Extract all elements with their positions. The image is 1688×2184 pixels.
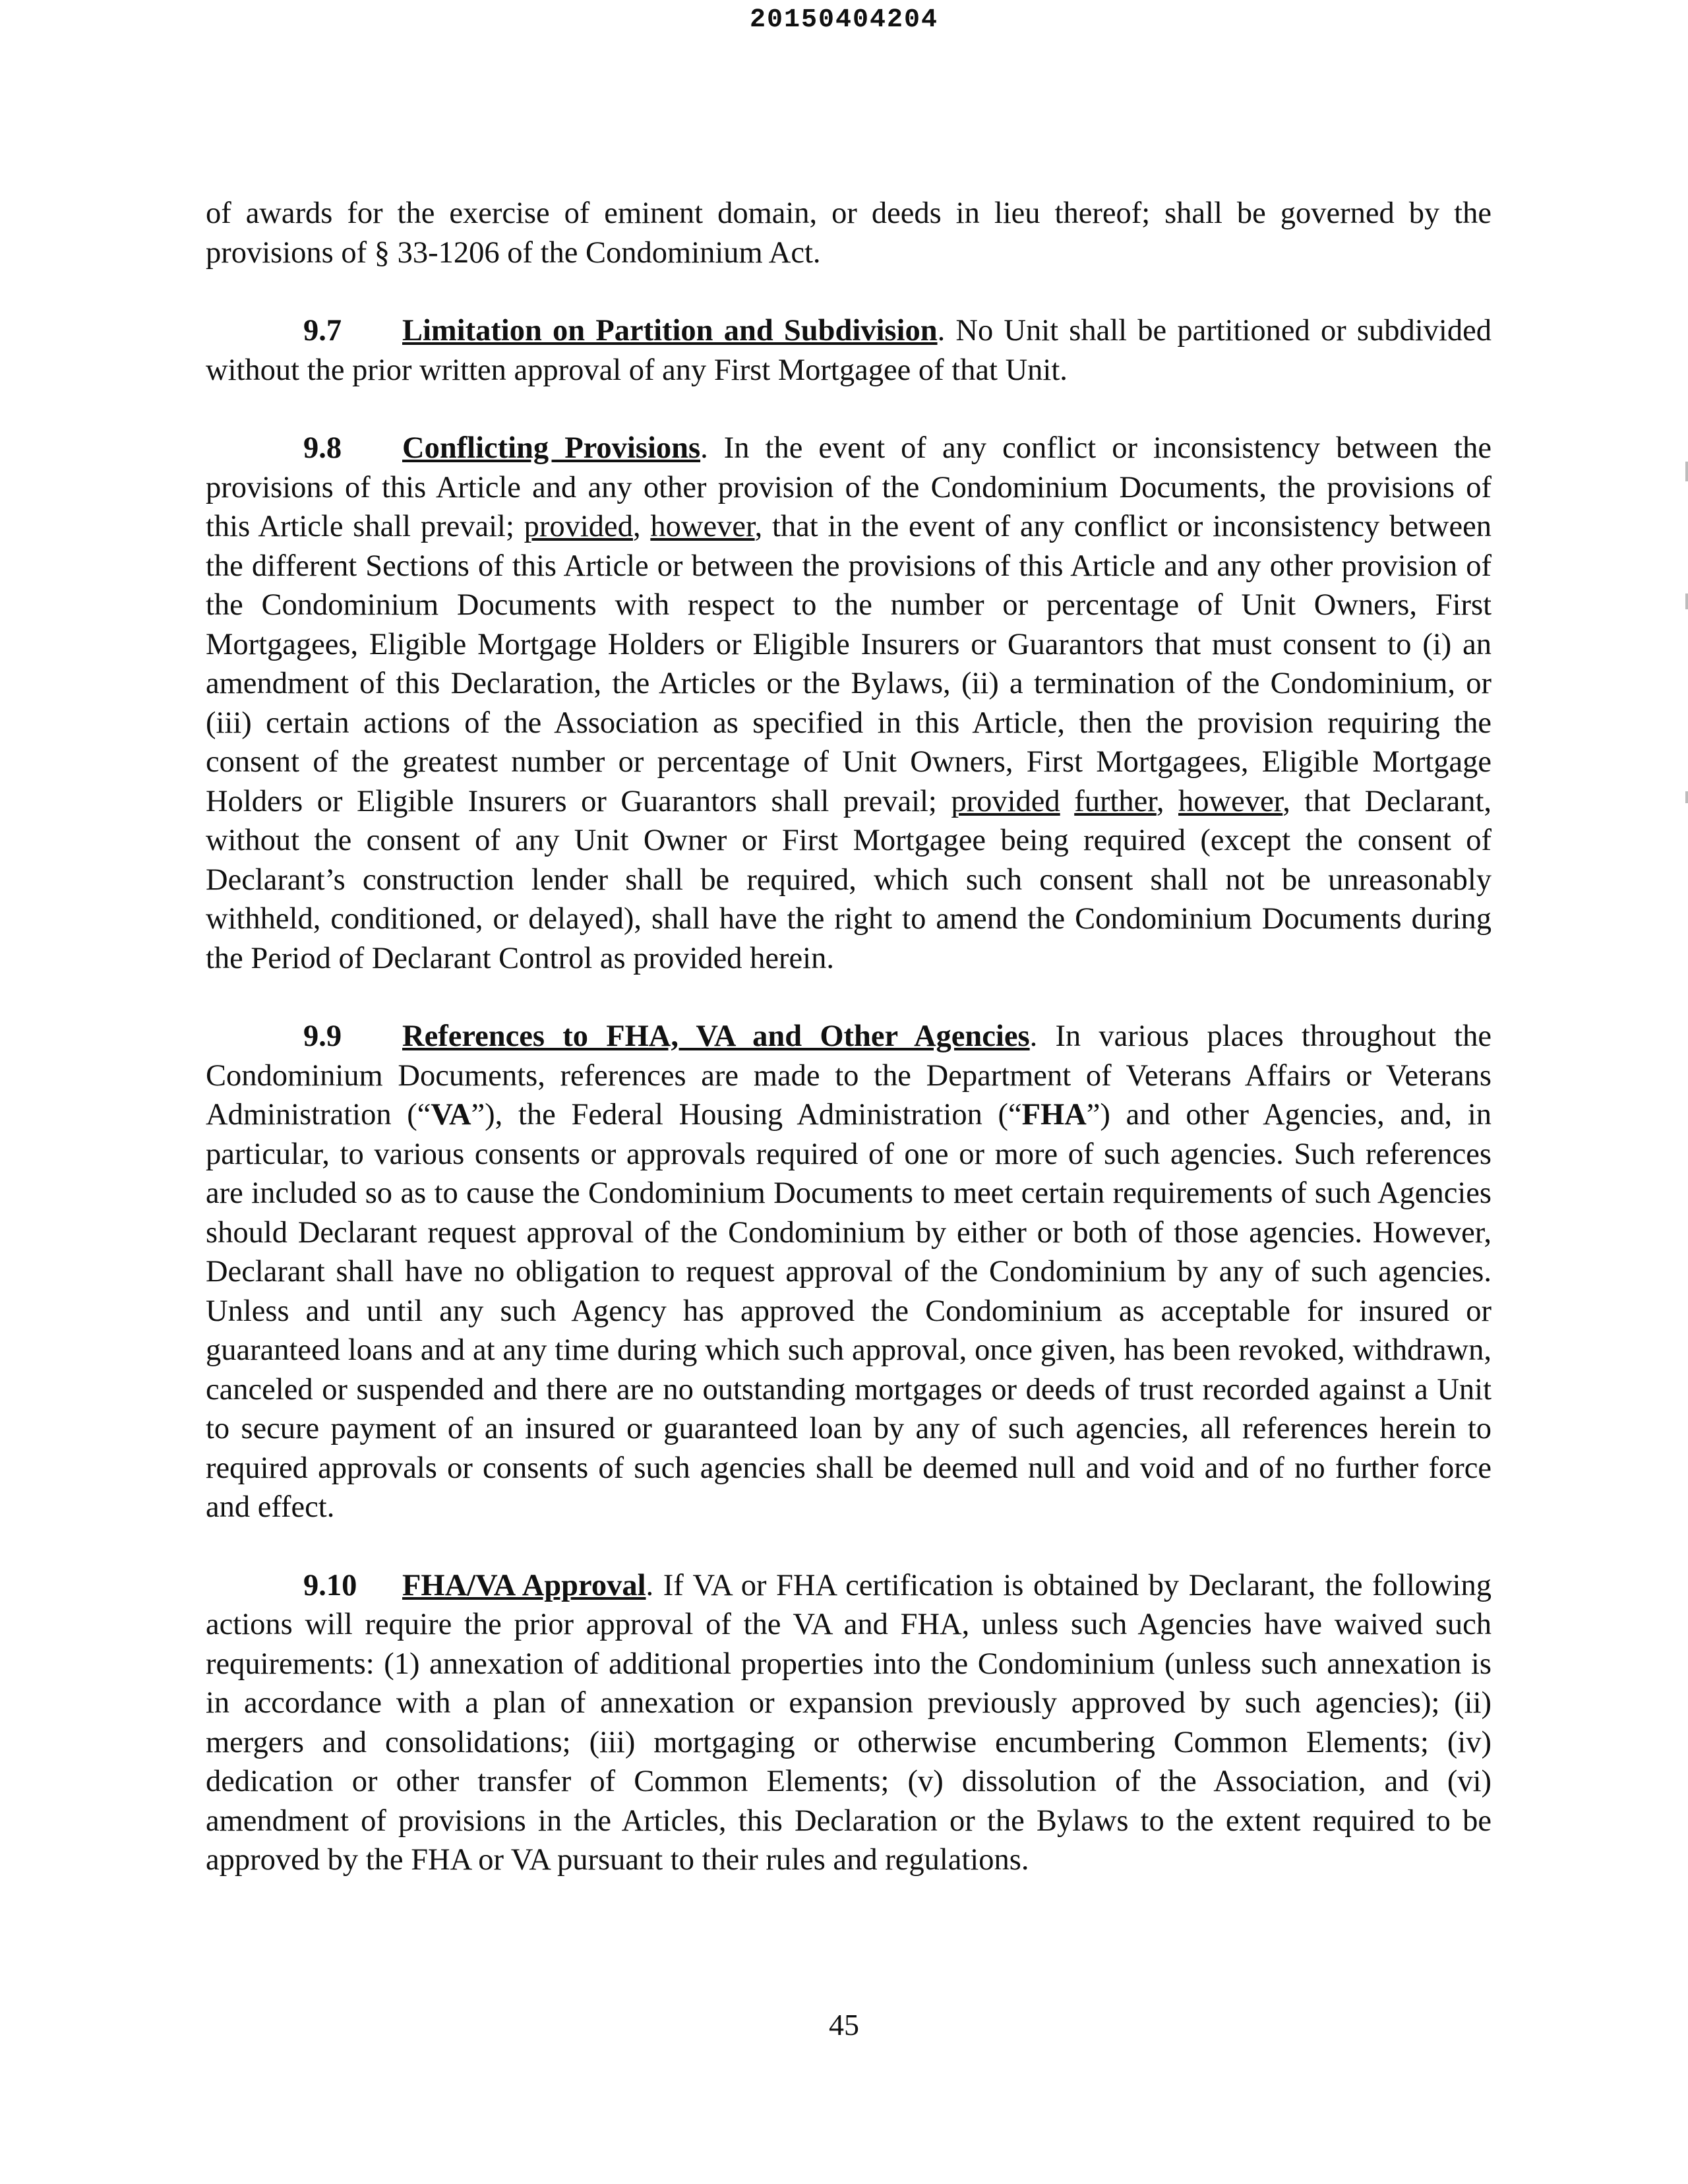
section-text: ”), the Federal Housing Administration (“ [471, 1098, 1022, 1132]
document-number: 20150404204 [749, 5, 939, 35]
page-number: 45 [829, 2008, 859, 2042]
section-title: References to FHA, VA and Other Agencies [402, 1019, 1030, 1053]
continuation-paragraph: of awards for the exercise of eminent domain, or deeds in lieu thereof; shall be governed by the provisions of § 33-1206 of the Condominium Act. [206, 197, 1492, 270]
separator: , [632, 510, 651, 543]
section-title: FHA/VA Approval [402, 1568, 646, 1602]
document-body [206, 194, 1492, 1919]
section-text: . In various places throughout the Condominium Documents, references are made to the Department of Veterans Affairs or Veterans Administration (“ [206, 1019, 1492, 1132]
section-title: Limitation on Partition and Subdivision [402, 314, 938, 348]
section-9-8 [206, 429, 1492, 978]
section-9-9 [206, 1017, 1492, 1527]
section-number: 9.8 [303, 431, 342, 465]
section-text: . If VA or FHA certification is obtained by Declarant, the following actions will require the prior approval of the VA and FHA, unless such Agencies have waived such requirements: (1) annexation of additional properties into the Condominium (unless such annexation is in accordance with a plan of annexation or expansion previously approved by such agencies); (ii) mergers and consolidations; (iii) mortgaging or otherwise encumbering Common Elements; (iv) dedication or other transfer of Common Elements; (v) dissolution of the Association, and (vi) amendment of provisions in the Articles, this Declaration or the Bylaws to the extent required to be approved by the FHA or VA pursuant to their rules and regulations. [206, 1568, 1492, 1877]
separator: , [1156, 784, 1179, 818]
section-number: 9.7 [303, 314, 342, 348]
defined-term-fha: FHA [1021, 1098, 1087, 1132]
section-text: ”) and other Agencies, and, in particular, to various consents or approvals required of one or more of such agencies. Such references are included so as to cause the Condominium Documents to meet certain requirements of such Agencies should Declarant request approval of the Condominium by either or both of those agencies. However, Declarant shall have no obligation to request approval of the Condominium by any of such agencies. Unless and until any such Agency has approved the Condominium as acceptable for insured or guaranteed loans and at any time during which such approval, once given, has been revoked, withdrawn, canceled or suspended and there are no outstanding mortgages or deeds of trust recorded against a Unit to secure payment of an insured or guaranteed loan by any of such agencies, all references herein to required approvals or consents of such agencies shall be deemed null and void and of no further force and effect. [206, 1098, 1492, 1524]
section-text: . No Unit shall be partitioned or subdivided without the prior written approval of any First Mortgagee of that Unit. [206, 314, 1492, 387]
section-number: 9.9 [303, 1019, 342, 1053]
section-text: , that Declarant, without the consent of any Unit Owner or First Mortgagee being required (except the consent of Declarant’s construction lender shall be required, which such consent shall not be unreasonably withheld, conditioned, or delayed), shall have the right to amend the Condominium Documents during the Period of Declarant Control as provided herein. [206, 784, 1492, 975]
section-text: , that in the event of any conflict or inconsistency between the different Sections of this Article or between the provisions of this Article and any other provision of the Condominium Documents with respect to the number or percentage of Unit Owners, First Mortgagees, Eligible Mortgage Holders or Eligible Insurers or Guarantors that must consent to (i) an amendment of this Declaration, the Articles or the Bylaws, (ii) a termination of the Condominium, or (iii) certain actions of the Association as specified in this Article, then the provision requiring the consent of the greatest number or percentage of Unit Owners, First Mortgagees, Eligible Mortgage Holders or Eligible Insurers or Guarantors shall prevail; [206, 510, 1492, 818]
emphasis-provided: provided [524, 510, 633, 543]
scan-edge-mark [1685, 462, 1688, 481]
emphasis-further: further [1074, 784, 1157, 818]
emphasis-provided: provided [951, 784, 1060, 818]
section-number: 9.10 [303, 1568, 357, 1602]
section-9-7 [206, 311, 1492, 390]
section-title: Conflicting Provisions [402, 431, 701, 465]
defined-term-va: VA [431, 1098, 471, 1132]
emphasis-however: however [1178, 784, 1283, 818]
section-text: . In the event of any conflict or inconsistency between the provisions of this Article and any other provision of the Condominium Documents, the provisions of this Article shall prevail; [206, 431, 1492, 543]
emphasis-however: however [650, 510, 755, 543]
scan-edge-mark [1685, 593, 1688, 609]
scan-edge-mark [1685, 791, 1688, 803]
section-9-10 [206, 1566, 1492, 1880]
